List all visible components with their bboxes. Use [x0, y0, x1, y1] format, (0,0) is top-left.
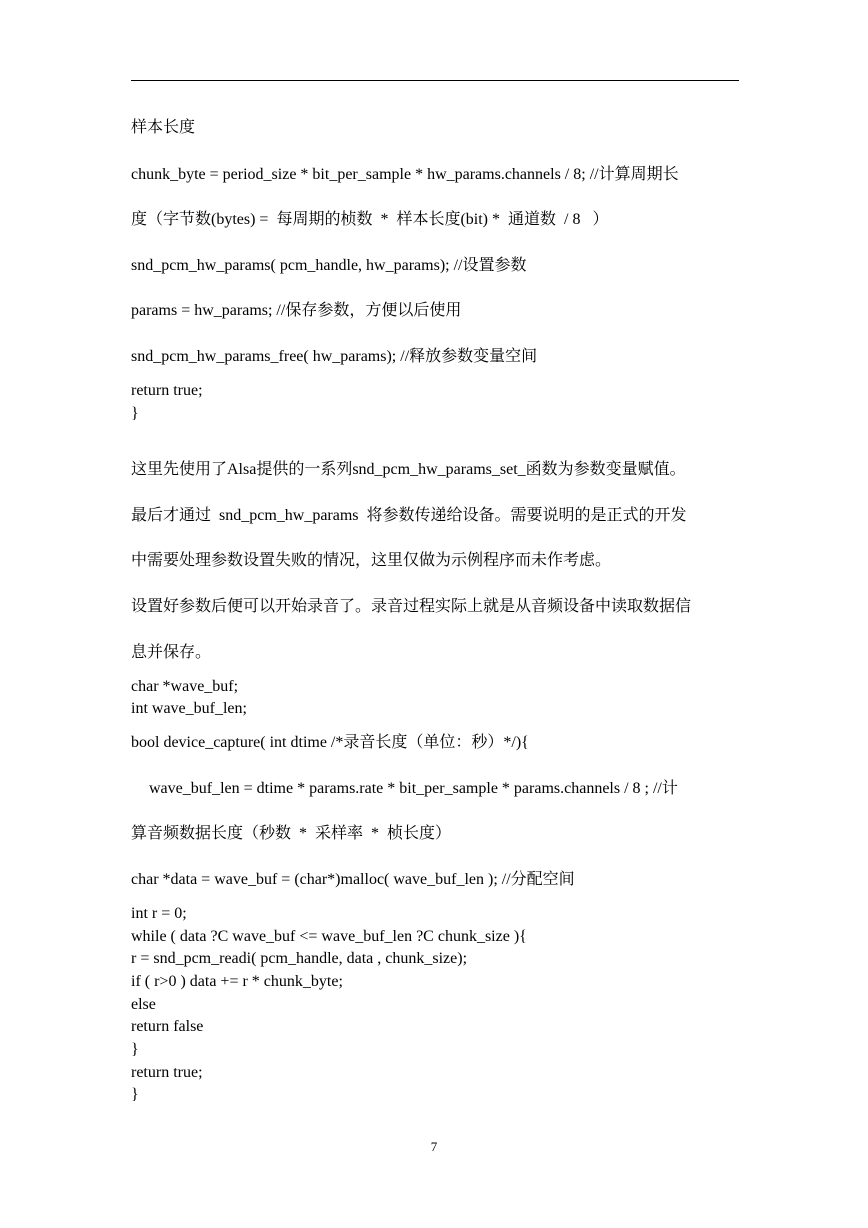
code-line: else	[131, 996, 156, 1013]
paragraph-line: 设置好参数后便可以开始录音了。录音过程实际上就是从音频设备中读取数据信	[131, 598, 692, 615]
page-number: 7	[430, 1139, 438, 1154]
code-line: }	[131, 1086, 139, 1103]
code-line: int wave_buf_len;	[131, 700, 247, 717]
paragraph-line: 息并保存。	[131, 644, 212, 661]
code-line: int r = 0;	[131, 905, 187, 922]
paragraph-line: 最后才通过 snd_pcm_hw_params 将参数传递给设备。需要说明的是正式的开发	[131, 507, 687, 524]
code-line: params = hw_params; //保存参数，方便以后使用	[131, 302, 462, 319]
code-line: return false	[131, 1018, 204, 1035]
paragraph-line: 这里先使用了Alsa提供的一系列snd_pcm_hw_params_set_函数为参数变量赋值。	[131, 461, 686, 478]
code-line: bool device_capture( int dtime /*录音长度（单位：秒）*/){	[131, 734, 529, 751]
text-line: 度（字节数(bytes) = 每周期的桢数 * 样本长度(bit) * 通道数 / 8 ）	[131, 211, 609, 228]
code-line: char *wave_buf;	[131, 678, 239, 695]
header-rule	[131, 80, 739, 81]
code-line: wave_buf_len = dtime * params.rate * bit_per_sample * params.channels / 8 ; //计	[149, 780, 678, 797]
code-line: }	[131, 1041, 139, 1058]
code-line: char *data = wave_buf = (char*)malloc( wave_buf_len ); //分配空间	[131, 871, 575, 888]
code-line: snd_pcm_hw_params_free( hw_params); //释放参数变量空间	[131, 348, 538, 365]
code-line: return true;	[131, 382, 203, 399]
text-line: 算音频数据长度（秒数 * 采样率 * 桢长度）	[131, 825, 452, 842]
code-line: chunk_byte = period_size * bit_per_sample * hw_params.channels / 8; //计算周期长	[131, 166, 679, 183]
code-line: snd_pcm_hw_params( pcm_handle, hw_params); //设置参数	[131, 257, 527, 274]
code-line: if ( r>0 ) data += r * chunk_byte;	[131, 973, 343, 990]
code-line: r = snd_pcm_readi( pcm_handle, data , chunk_size);	[131, 950, 468, 967]
code-line: while ( data ?C wave_buf <= wave_buf_len ?C chunk_size ){	[131, 928, 527, 945]
text-line: 样本长度	[131, 119, 196, 136]
code-line: return true;	[131, 1064, 203, 1081]
paragraph-line: 中需要处理参数设置失败的情况，这里仅做为示例程序而未作考虑。	[131, 552, 612, 569]
code-line: }	[131, 405, 139, 422]
